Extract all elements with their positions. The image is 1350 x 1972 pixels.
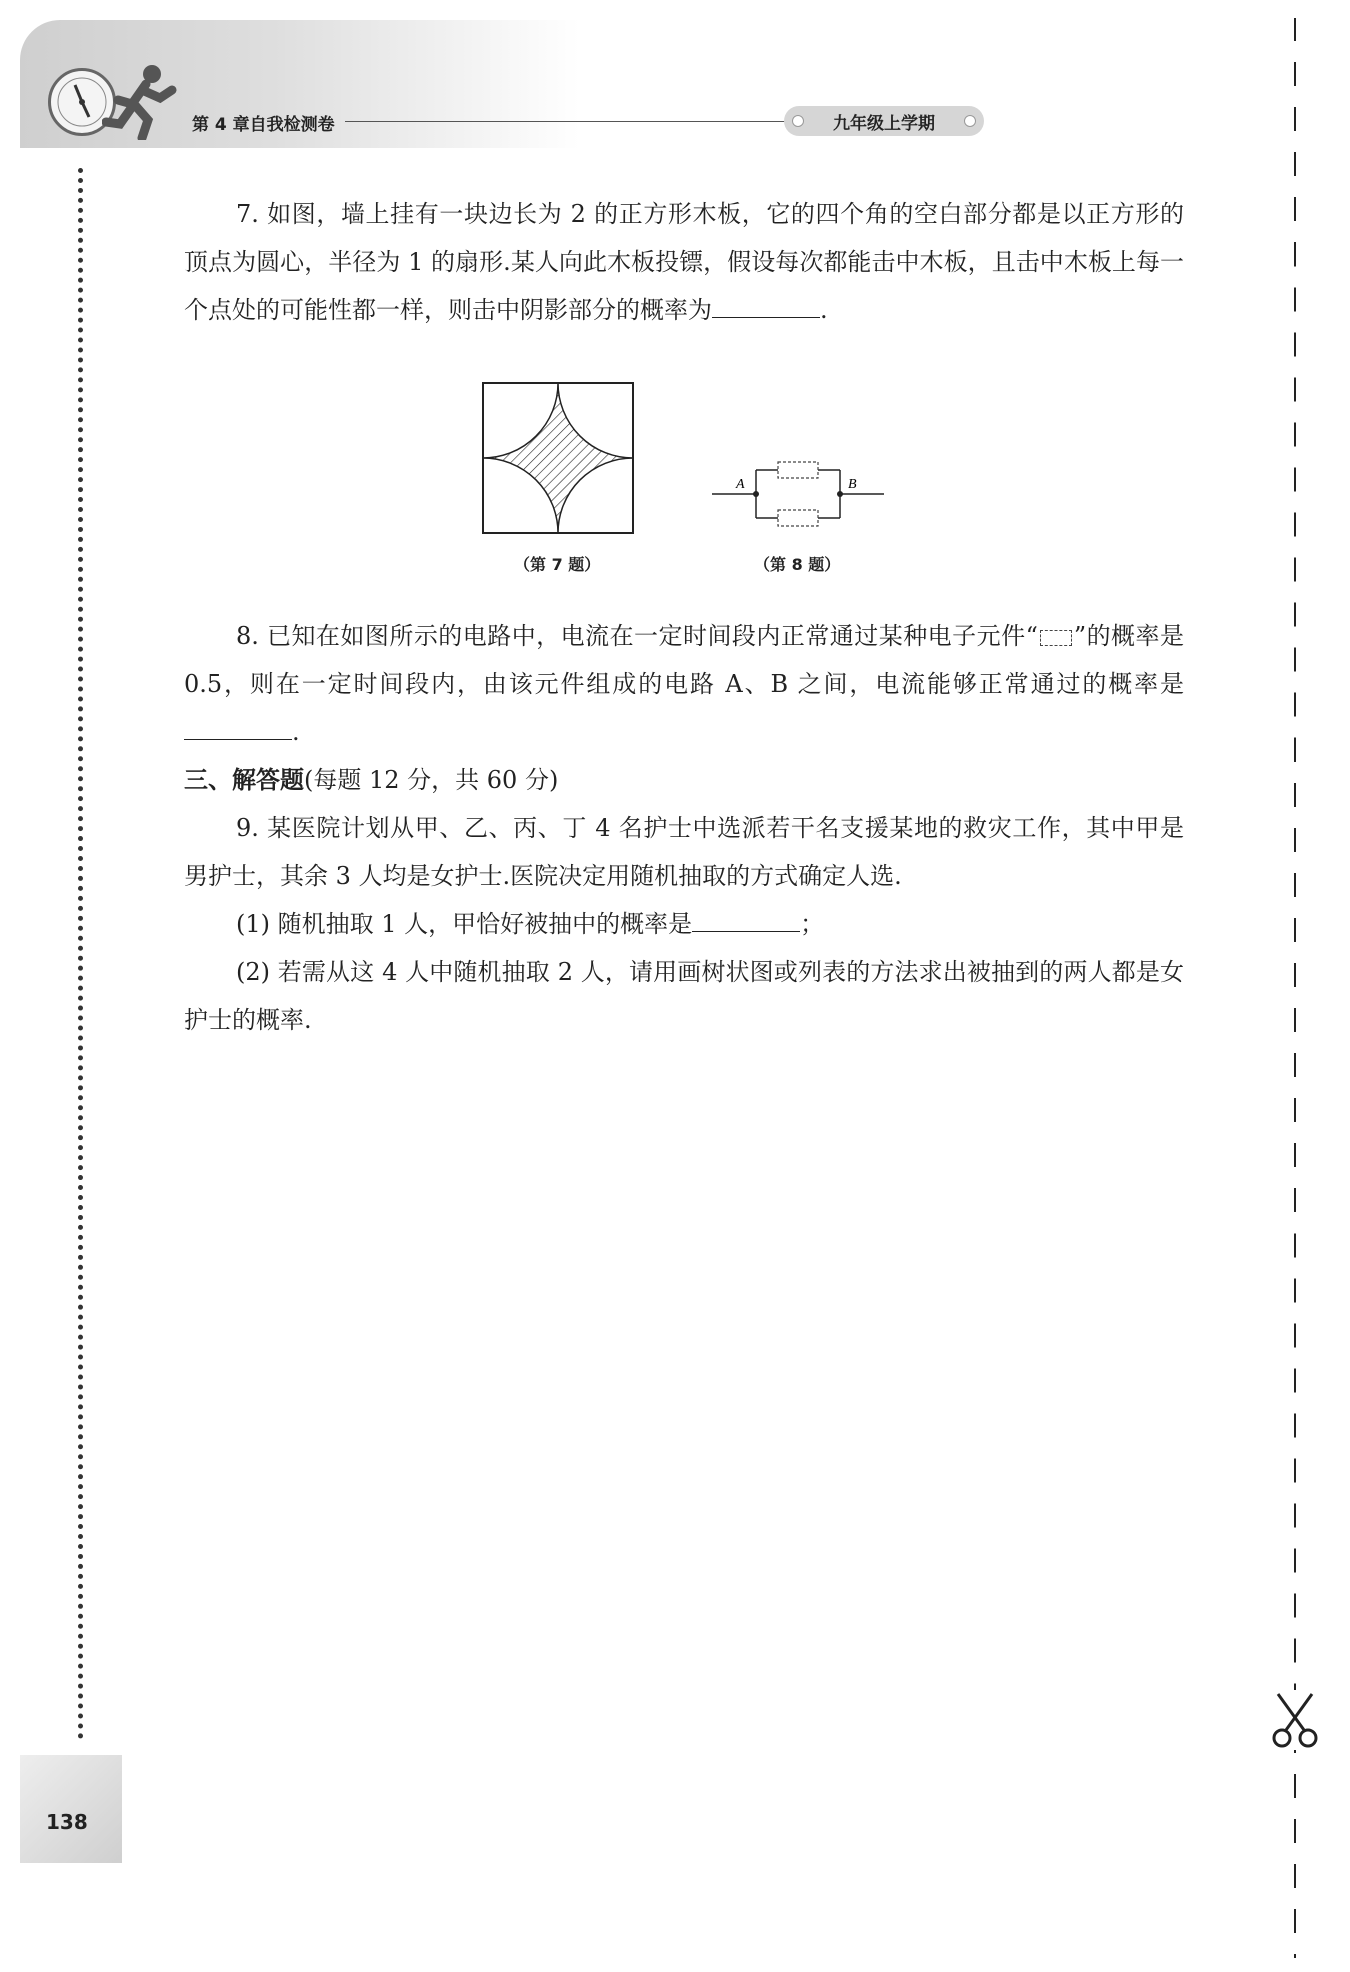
pill-dot-left (792, 115, 804, 127)
binding-dotted-line (78, 168, 83, 1740)
section-3-note: (每题 12 分，共 60 分) (304, 766, 559, 794)
content-area-lower (184, 612, 1184, 1044)
chapter-title: 第 4 章自我检测卷 (192, 115, 335, 135)
question-8-text-1: 8. 已知在如图所示的电路中，电流在一定时间段内正常通过某种电子元件“ (236, 622, 1038, 650)
component-bottom (778, 510, 818, 526)
page-number: 138 (46, 1810, 88, 1834)
question-9-part-1-end: ； (800, 910, 825, 938)
question-7 (184, 190, 1184, 334)
component-symbol (1040, 630, 1072, 646)
page-corner (20, 1755, 122, 1863)
section-3-title: 三、解答题 (184, 766, 304, 794)
cut-dashed-line (1294, 18, 1296, 1958)
answer-blank-q9-1[interactable] (692, 901, 800, 932)
node-b-label: B (848, 477, 857, 492)
component-top (778, 462, 818, 478)
question-9-part-1-text: (1) 随机抽取 1 人，甲恰好被抽中的概率是 (236, 910, 693, 938)
answer-blank-q8[interactable] (184, 709, 292, 740)
figure-7-square-board (482, 382, 634, 534)
figure-7-caption: （第 7 题） (514, 555, 601, 574)
question-9-part-2: (2) 若需从这 4 人中随机抽取 2 人，请用画树状图或列表的方法求出被抽到的两人都是女护士的概率. (184, 958, 1184, 1034)
question-8-text-2: ”的概率是 0.5，则在一定时间段内，由该元件组成的电路 A、B 之间，电流能够正常通过的概率是 (184, 622, 1184, 698)
question-7-end: . (820, 296, 828, 324)
answer-blank-q7[interactable] (712, 287, 820, 318)
figure-8-caption: （第 8 题） (754, 555, 841, 574)
scissors-icon (1268, 1690, 1322, 1750)
runner-icon (102, 60, 178, 140)
semester-badge (784, 106, 984, 136)
node-a-label: A (736, 477, 745, 492)
question-8 (184, 612, 1184, 756)
question-7-text: 7. 如图，墙上挂有一块边长为 2 的正方形木板，它的四个角的空白部分都是以正方形的顶点为圆心，半径为 1 的扇形.某人向此木板投镖，假设每次都能击中木板，且击中木板上每一个点处的可能性都一样，则击中阴影部分的概率为 (184, 200, 1184, 324)
header-rule (345, 121, 785, 122)
semester-label: 九年级上学期 (833, 113, 935, 134)
question-8-end: . (292, 718, 300, 746)
content-area (184, 190, 1184, 334)
question-9-part-1 (184, 900, 1184, 948)
question-9-intro: 9. 某医院计划从甲、乙、丙、丁 4 名护士中选派若干名支援某地的救灾工作，其中甲是男护士，其余 3 人均是女护士.医院决定用随机抽取的方式确定人选. (184, 814, 1184, 890)
figure-8-circuit (710, 452, 886, 542)
section-3-heading (184, 756, 1184, 804)
pill-dot-right (964, 115, 976, 127)
